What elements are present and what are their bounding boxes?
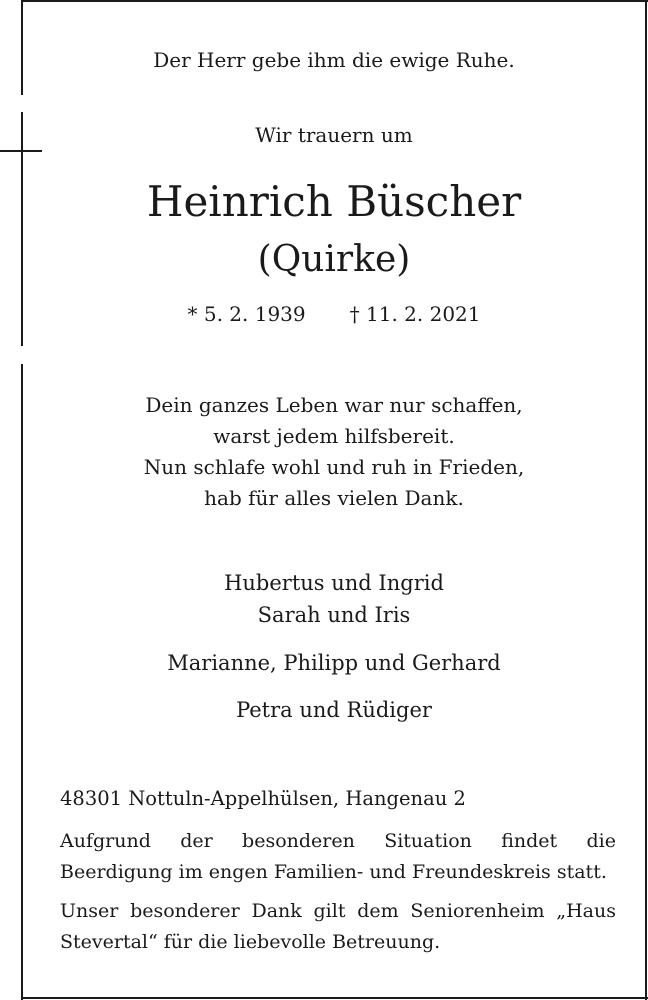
mourner-line: Hubertus und Ingrid: [224, 571, 444, 595]
poem: [22, 390, 646, 514]
prayer-line: Der Herr gebe ihm die ewige Ruhe.: [153, 48, 515, 72]
death-date: † 11. 2. 2021: [349, 302, 481, 326]
deceased-name: Heinrich Büscher: [146, 177, 522, 226]
deceased-nickname: (Quirke): [257, 239, 411, 280]
intro-line: Wir trauern um: [255, 123, 413, 147]
life-dates: [22, 302, 646, 326]
frame-border-bottom: [22, 997, 648, 999]
thanks-note: Unser besonderer Dank gilt dem Seniorenheim „Haus Stevertal“ für die liebevolle Betreuung.: [60, 900, 616, 953]
address: 48301 Nottuln-Appelhülsen, Hangenau 2: [60, 787, 466, 810]
frame-border-top: [22, 0, 648, 2]
poem-line: warst jedem hilfsbereit.: [213, 424, 455, 448]
mourner-line: Sarah und Iris: [257, 603, 411, 627]
poem-line: Nun schlafe wohl und ruh in Frieden,: [143, 455, 525, 479]
mourners-group-3: Petra und Rüdiger: [236, 698, 432, 722]
birth-date: * 5. 2. 1939: [187, 302, 306, 326]
poem-line: Dein ganzes Leben war nur schaffen,: [145, 393, 523, 417]
funeral-note: Aufgrund der besonderen Situation findet die Beerdigung im engen Familien- und Freundeskreis statt.: [60, 830, 616, 883]
mourners-group-2: Marianne, Philipp und Gerhard: [167, 651, 501, 675]
mourners-group-1: [22, 567, 646, 631]
poem-line: hab für alles vielen Dank.: [204, 486, 464, 510]
